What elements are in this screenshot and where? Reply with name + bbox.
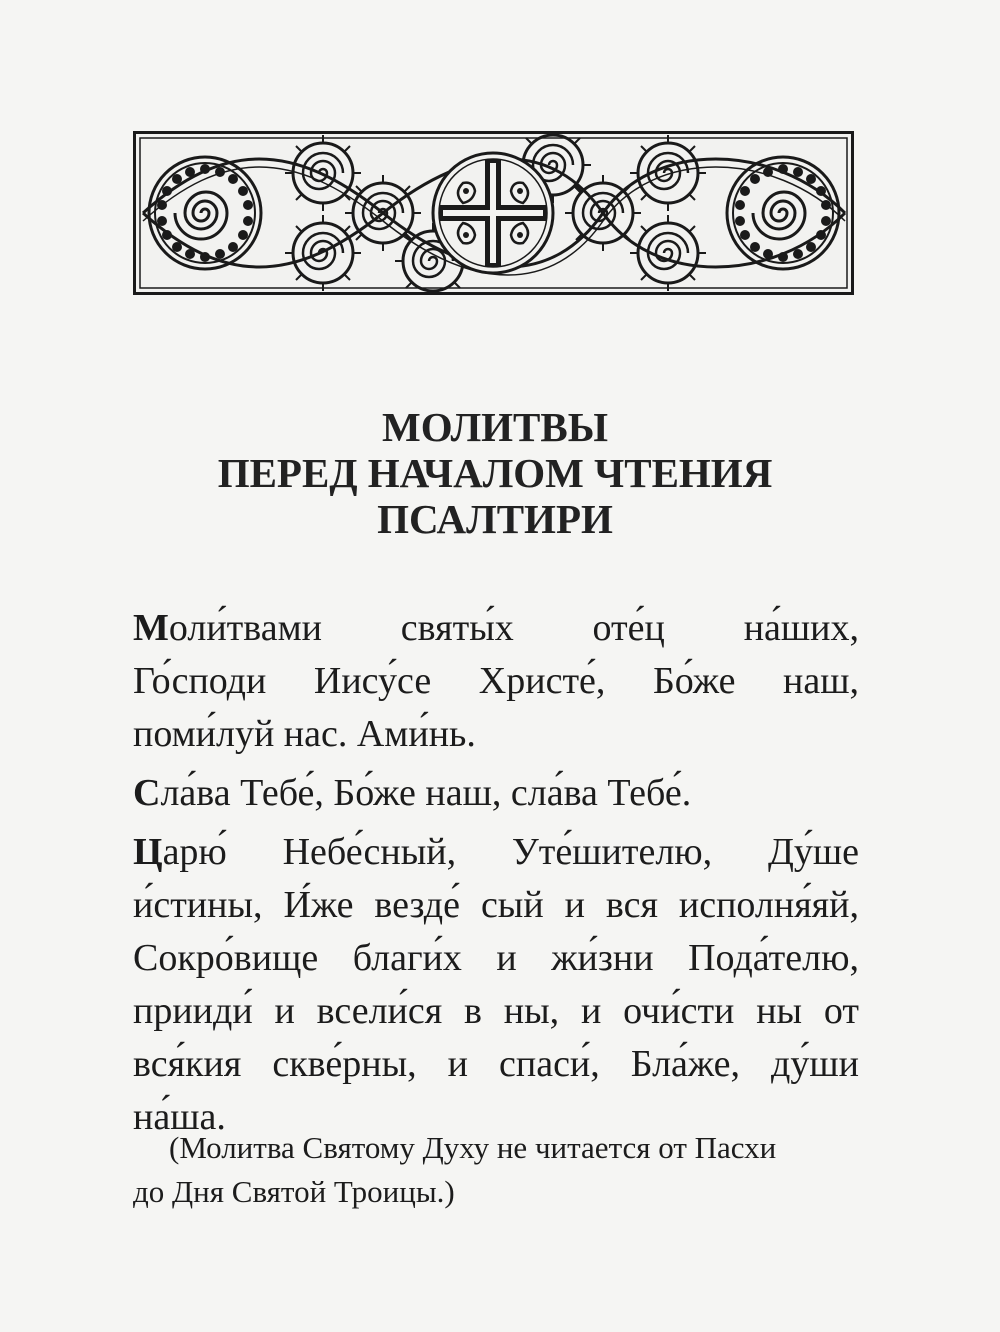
title-line-1: МОЛИТВЫ [382,404,608,450]
prayer-paragraph-1 [133,602,859,761]
note-line-2: до Дня Святой Троицы.) [133,1174,455,1209]
text-line: вся́кия скве́рны, и спаси́, Бла́же, ду́ши [133,1043,859,1085]
prayer-paragraph-2 [133,767,859,820]
prayer-paragraph-3 [133,826,859,1144]
text-line: прииди́ и всели́ся в ны, и очи́сти ны от [133,990,859,1032]
text-line: на́ша. [133,1096,226,1138]
text-line: Царю́ Небе́сный, Уте́шителю, Ду́ше [133,831,859,873]
page-title [130,404,860,542]
title-line-3: ПСАЛТИРИ [377,496,613,542]
drop-initial: М [133,607,169,649]
ornament-header [133,131,854,295]
footnote [133,1126,859,1214]
drop-initial: С [133,772,161,814]
text-line: поми́луй нас. Ами́нь. [133,713,476,755]
text-line: Сокро́вище благи́х и жи́зни Пода́телю, [133,937,859,979]
text-line: Го́споди Иису́се Христе́, Бо́же наш, [133,660,859,702]
text-line: Моли́твами святы́х оте́ц на́ших, [133,607,859,649]
title-line-2: ПЕРЕД НАЧАЛОМ ЧТЕНИЯ [217,450,773,496]
drop-initial: Ц [133,831,163,873]
note-line-1: (Молитва Святому Духу не читается от Пасхи [169,1130,777,1165]
prayer-text [133,602,859,1150]
byzantine-cross-ornament-icon [133,131,854,295]
text-line: и́стины, И́же везде́ сый и вся исполня́яй, [133,884,859,926]
text-line: Сла́ва Тебе́, Бо́же наш, сла́ва Тебе́. [133,772,692,814]
